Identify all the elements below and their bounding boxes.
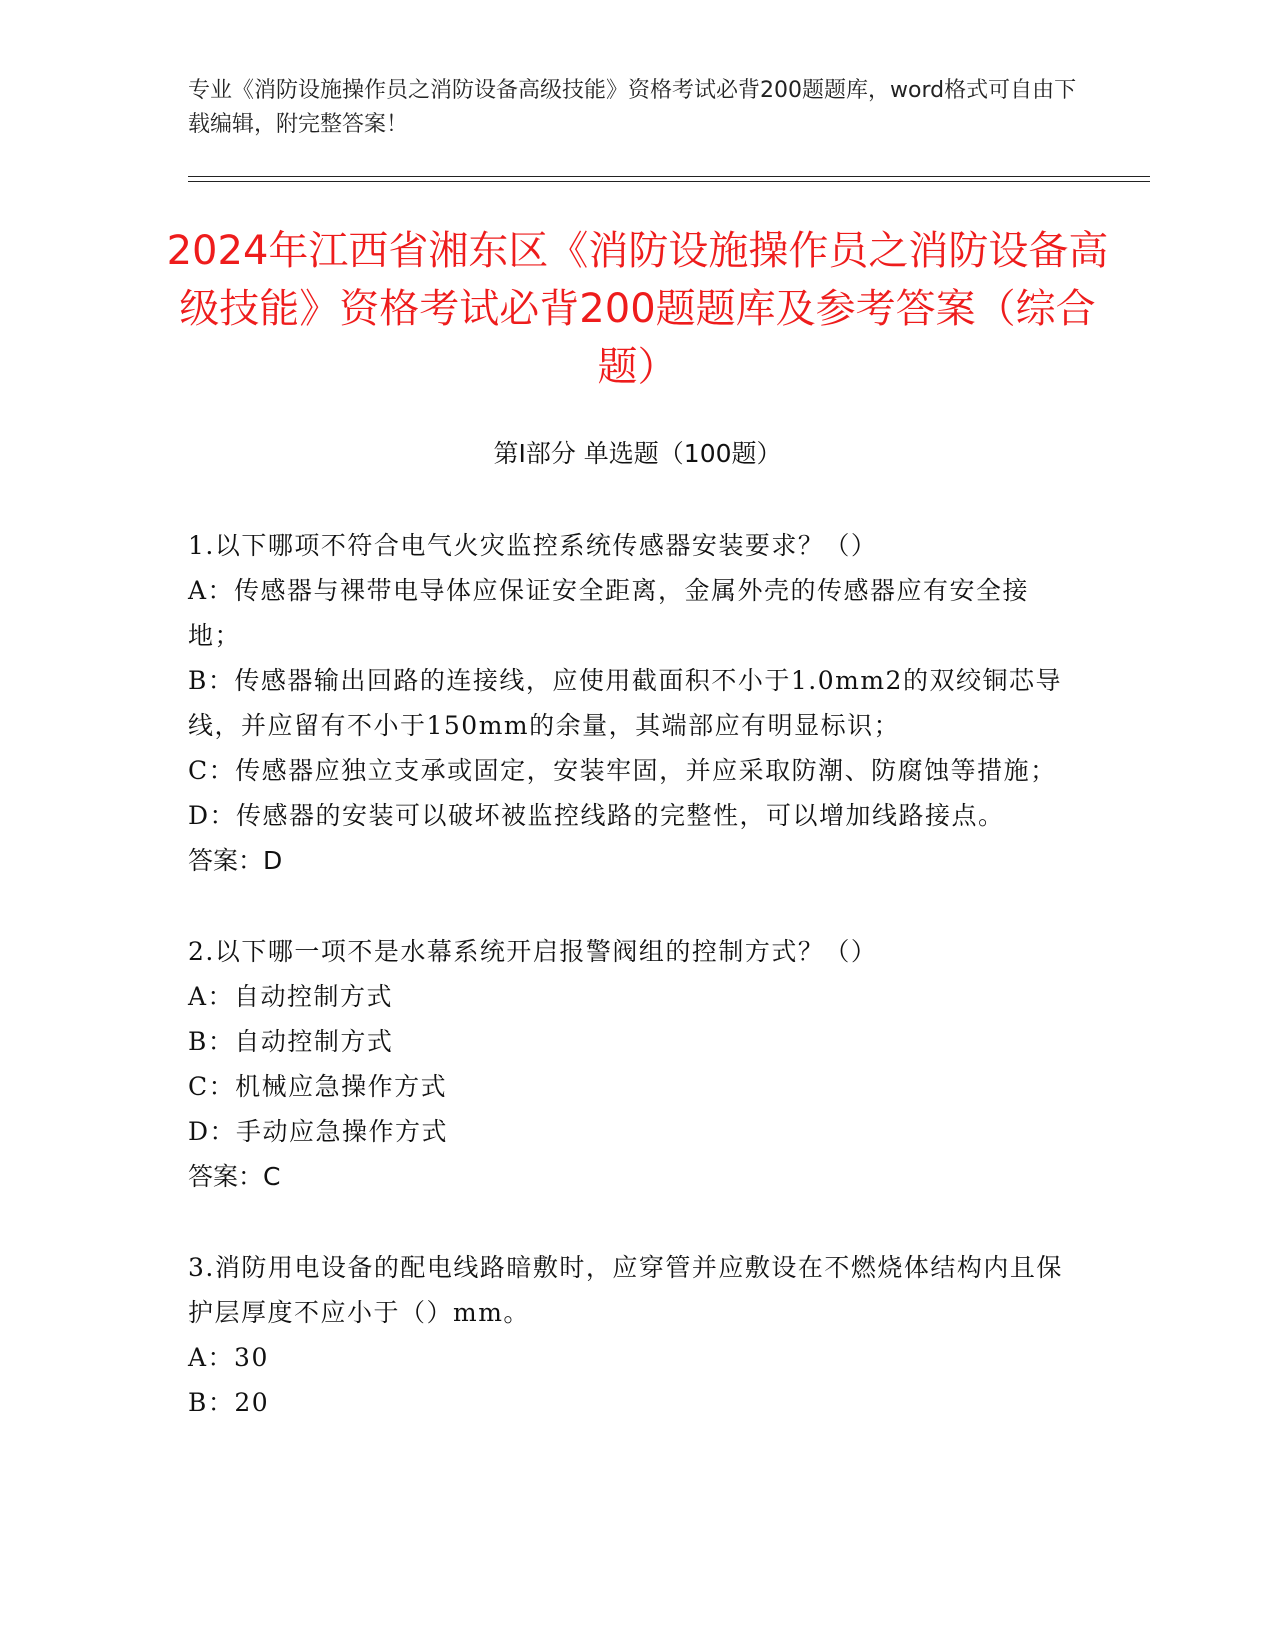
option-b: B：传感器输出回路的连接线，应使用截面积不小于1.0mm2的双绞铜芯导线，并应留有不小于150mm的余量，其端部应有明显标识； [188, 666, 1062, 740]
question-2 [188, 929, 1068, 1199]
header-rule-bottom [188, 181, 1150, 182]
option-a: A：自动控制方式 [188, 982, 394, 1011]
option-d: D：传感器的安装可以破坏被监控线路的完整性，可以增加线路接点。 [188, 801, 1005, 830]
option-a: A：30 [188, 1343, 269, 1372]
option-b: B：自动控制方式 [188, 1027, 394, 1056]
option-b: B：20 [188, 1388, 270, 1417]
option-c: C：传感器应独立支承或固定，安装牢固，并应采取防潮、防腐蚀等措施； [188, 756, 1057, 785]
option-a: A：传感器与裸带电导体应保证安全距离，金属外壳的传感器应有安全接地； [188, 576, 1030, 650]
question-3 [188, 1245, 1068, 1425]
answer: 答案：D [188, 846, 283, 875]
header-note: 专业《消防设施操作员之消防设备高级技能》资格考试必背200题题库，word格式可自由下载编辑，附完整答案！ [188, 78, 1077, 137]
option-c: C：机械应急操作方式 [188, 1072, 448, 1101]
question-stem: 1.以下哪项不符合电气火灾监控系统传感器安装要求？（） [188, 531, 878, 560]
document-title: 2024年江西省湘东区《消防设施操作员之消防设备高级技能》资格考试必背200题题库及参考答案（综合题） [166, 228, 1109, 390]
question-stem: 2.以下哪一项不是水幕系统开启报警阀组的控制方式？（） [188, 937, 878, 966]
option-d: D：手动应急操作方式 [188, 1117, 449, 1146]
question-1 [188, 523, 1068, 883]
section-title: 第I部分 单选题（100题） [493, 439, 782, 468]
answer: 答案：C [188, 1162, 281, 1191]
question-stem: 3.消防用电设备的配电线路暗敷时，应穿管并应敷设在不燃烧体结构内且保护层厚度不应小于（）mm。 [188, 1253, 1063, 1327]
question-list [188, 523, 1068, 1471]
header-rule-top [188, 176, 1150, 177]
